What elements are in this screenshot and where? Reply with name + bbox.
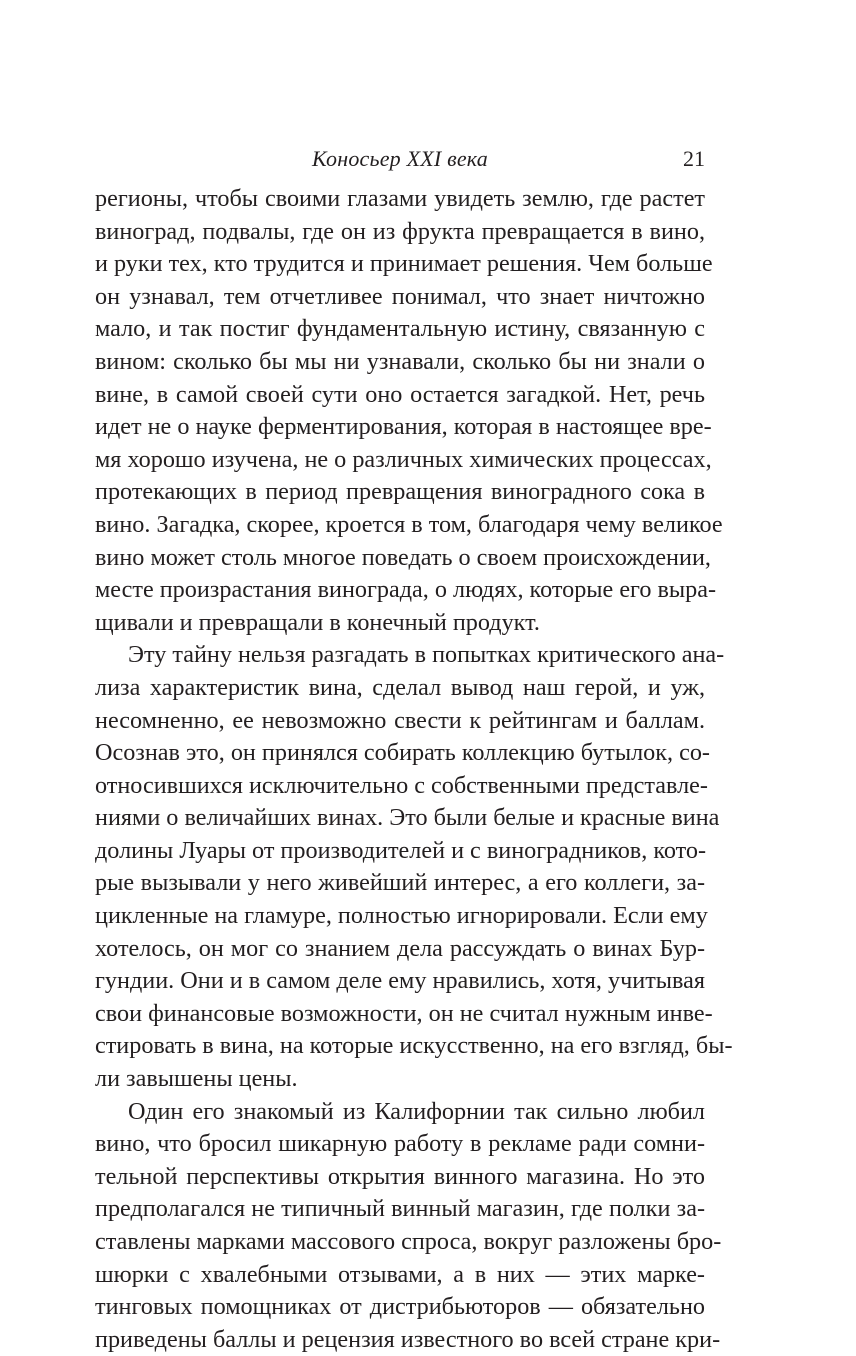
text-line: Осознав это, он принялся собирать коллекцию бутылок, со- xyxy=(95,739,710,767)
text-line: вином: сколько бы мы ни узнавали, сколько бы ни знали о xyxy=(95,347,705,375)
text-line: Один его знакомый из Калифорнии так сильно любил xyxy=(128,1097,705,1125)
text-line: вино. Загадка, скорее, кроется в том, благодаря чему великое xyxy=(95,510,723,538)
text-line: шюрки с хвалебными отзывами, а в них — этих марке- xyxy=(95,1260,705,1288)
text-line: и руки тех, кто трудится и принимает решения. Чем больше xyxy=(95,250,713,278)
running-head xyxy=(95,146,705,176)
page-number: 21 xyxy=(683,146,705,171)
text-line: свои финансовые возможности, он не считал нужным инве- xyxy=(95,999,713,1027)
text-line: регионы, чтобы своими глазами увидеть землю, где растет xyxy=(95,185,705,212)
text-line: мало, и так постиг фундаментальную истину, связанную с xyxy=(95,315,705,343)
text-line: лиза характеристик вина, сделал вывод наш герой, и уж, xyxy=(95,673,705,701)
text-line: долины Луары от производителей и с виноградников, кото- xyxy=(95,836,707,864)
text-line: предполагался не типичный винный магазин, где полки за- xyxy=(95,1195,705,1223)
paragraph-2 xyxy=(95,639,733,1095)
text-line: Эту тайну нельзя разгадать в попытках критического ана- xyxy=(128,641,725,669)
text-line: идет не о науке ферментирования, которая в настоящее вре- xyxy=(95,413,712,441)
text-line: относившихся исключительно с собственными представле- xyxy=(95,771,708,799)
text-line: стировать в вина, на которые искусственно, на его взгляд, бы- xyxy=(95,1032,733,1060)
text-line: вино может столь многое поведать о своем происхождении, xyxy=(95,543,711,571)
paragraph-3 xyxy=(95,1096,722,1356)
running-title: Коносьер XXI века xyxy=(312,146,488,171)
text-line: рые вызывали у него живейший интерес, а его коллеги, за- xyxy=(95,869,705,897)
text-line: он узнавал, тем отчетливее понимал, что знает ничтожно xyxy=(95,282,705,310)
text-line: приведены баллы и рецензия известного во всей стране кри- xyxy=(95,1325,721,1353)
text-line: месте произрастания винограда, о людях, которые его выра- xyxy=(95,576,717,604)
paragraph-1 xyxy=(95,183,723,639)
body-text xyxy=(95,183,733,1356)
text-line: протекающих в период превращения виноградного сока в xyxy=(95,478,705,506)
text-line: тельной перспективы открытия винного магазина. Но это xyxy=(95,1162,705,1190)
text-line: ниями о величайших винах. Это были белые и красные вина xyxy=(95,804,720,832)
text-line: виноград, подвалы, где он из фрукта превращается в вино, xyxy=(95,217,705,245)
text-line: ставлены марками массового спроса, вокруг разложены бро- xyxy=(95,1228,722,1255)
text-line: хотелось, он мог со знанием дела рассуждать о винах Бур- xyxy=(95,934,705,962)
text-line: вино, что бросил шикарную работу в рекламе ради сомни- xyxy=(95,1130,705,1158)
text-line: гундии. Они и в самом деле ему нравились, хотя, учитывая xyxy=(95,967,705,995)
text-line: вине, в самой своей сути оно остается загадкой. Нет, речь xyxy=(95,380,705,408)
text-line: тинговых помощниках от дистрибьюторов — обязательно xyxy=(95,1293,705,1321)
text-line: щивали и превращали в конечный продукт. xyxy=(95,608,540,636)
text-line: цикленные на гламуре, полностью игнорировали. Если ему xyxy=(95,902,708,930)
text-line: ли завышены цены. xyxy=(95,1065,298,1093)
text-line: мя хорошо изучена, не о различных химических процессах, xyxy=(95,445,712,473)
text-line: несомненно, ее невозможно свести к рейтингам и баллам. xyxy=(95,706,705,734)
